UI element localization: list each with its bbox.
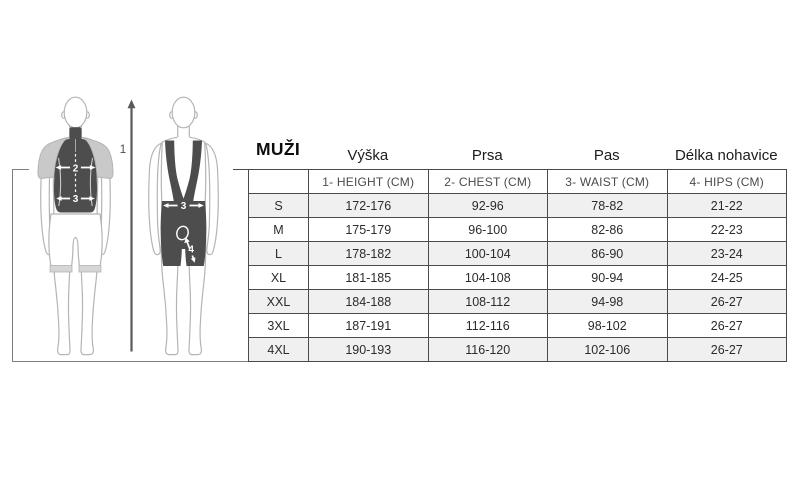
size-cell: S bbox=[249, 194, 309, 218]
value-cell: 178-182 bbox=[309, 242, 429, 266]
value-cell: 108-112 bbox=[428, 290, 548, 314]
value-cell: 78-82 bbox=[548, 194, 668, 218]
table-top-border-extension bbox=[233, 169, 249, 170]
value-cell: 21-22 bbox=[667, 194, 787, 218]
size-cell: 3XL bbox=[249, 314, 309, 338]
value-cell: 92-96 bbox=[428, 194, 548, 218]
table-subheader-row bbox=[249, 170, 787, 194]
value-cell: 112-116 bbox=[428, 314, 548, 338]
table-row bbox=[249, 290, 787, 314]
table-row bbox=[249, 218, 787, 242]
value-cell: 26-27 bbox=[667, 314, 787, 338]
value-cell: 104-108 bbox=[428, 266, 548, 290]
table-row bbox=[249, 338, 787, 362]
column-title: Pas bbox=[593, 147, 620, 164]
value-cell: 172-176 bbox=[309, 194, 429, 218]
value-cell: 82-86 bbox=[548, 218, 668, 242]
size-column-header bbox=[249, 170, 309, 194]
jersey-collar bbox=[70, 127, 82, 138]
size-table bbox=[248, 169, 787, 362]
height-marker-label: 1 bbox=[119, 144, 127, 156]
table-row bbox=[249, 242, 787, 266]
value-cell: 22-23 bbox=[667, 218, 787, 242]
value-cell: 175-179 bbox=[309, 218, 429, 242]
value-cell: 190-193 bbox=[309, 338, 429, 362]
size-cell: XXL bbox=[249, 290, 309, 314]
value-cell: 96-100 bbox=[428, 218, 548, 242]
value-cell: 90-94 bbox=[548, 266, 668, 290]
value-cell: 116-120 bbox=[428, 338, 548, 362]
value-cell: 94-98 bbox=[548, 290, 668, 314]
value-cell: 23-24 bbox=[667, 242, 787, 266]
table-row bbox=[249, 194, 787, 218]
table-row bbox=[249, 266, 787, 290]
value-cell: 26-27 bbox=[667, 290, 787, 314]
column-title: Prsa bbox=[471, 147, 503, 164]
size-cell: XL bbox=[249, 266, 309, 290]
column-subtitle: 2- CHEST (CM) bbox=[428, 170, 548, 194]
waist-marker-label: 3 bbox=[72, 194, 79, 206]
value-cell: 26-27 bbox=[667, 338, 787, 362]
column-subtitle: 3- WAIST (CM) bbox=[548, 170, 668, 194]
size-cell: M bbox=[249, 218, 309, 242]
column-subtitle: 4- HIPS (CM) bbox=[667, 170, 787, 194]
value-cell: 24-25 bbox=[667, 266, 787, 290]
waist-marker-label: 3 bbox=[180, 201, 187, 213]
male-figure-bib-shorts bbox=[149, 97, 219, 354]
value-cell: 181-185 bbox=[309, 266, 429, 290]
male-figure-jersey bbox=[38, 97, 113, 354]
value-cell: 98-102 bbox=[548, 314, 668, 338]
leg-length-marker-label: 4 bbox=[188, 244, 194, 256]
column-title: Délka nohavice bbox=[674, 147, 778, 164]
shorts bbox=[49, 214, 102, 267]
column-title: Výška bbox=[347, 147, 389, 164]
shorts-hem-band bbox=[50, 266, 72, 273]
table-row bbox=[249, 314, 787, 338]
value-cell: 187-191 bbox=[309, 314, 429, 338]
gender-label: MUŽI bbox=[256, 139, 300, 159]
shorts-hem-band bbox=[79, 266, 101, 273]
size-cell: 4XL bbox=[249, 338, 309, 362]
value-cell: 100-104 bbox=[428, 242, 548, 266]
table-title-row bbox=[248, 134, 786, 169]
height-arrow bbox=[120, 100, 136, 352]
value-cell: 86-90 bbox=[548, 242, 668, 266]
value-cell: 102-106 bbox=[548, 338, 668, 362]
chest-marker-label: 2 bbox=[72, 163, 79, 175]
value-cell: 184-188 bbox=[309, 290, 429, 314]
column-subtitle: 1- HEIGHT (CM) bbox=[309, 170, 429, 194]
arrow-up-icon bbox=[128, 100, 136, 109]
size-cell: L bbox=[249, 242, 309, 266]
